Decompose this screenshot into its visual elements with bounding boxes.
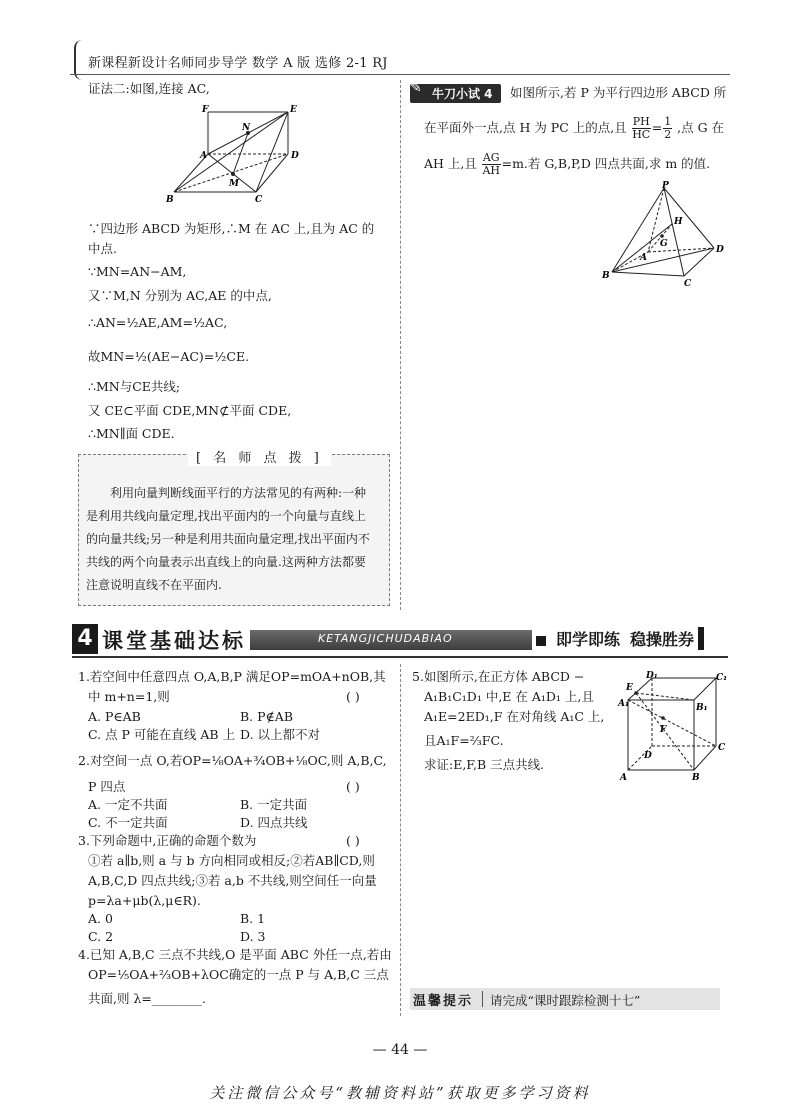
figure-cube (616, 670, 728, 782)
header-rule (70, 74, 730, 75)
warm-tip-label: 温馨提示 (413, 994, 474, 1009)
q2-option-c: C. 不一定共面 (88, 815, 168, 830)
teacher-tip-title: [ 名 师 点 拨 ] (188, 447, 331, 466)
fig2-label-G: G (660, 239, 668, 249)
frac-den: 2 (664, 128, 672, 141)
section-title: 课堂基础达标 (102, 629, 246, 653)
try4-line-3b: =m.若 G,B,P,D 四点共面,求 m 的值. (501, 156, 711, 171)
q2-option-b: B. 一定共面 (240, 797, 308, 812)
q5-line-4: 且A₁F=⅔FC. (424, 733, 504, 748)
q2-option-d: D. 四点共线 (240, 815, 308, 830)
fig1-label-C: C (255, 195, 263, 205)
try4-line-2b: ,点 G 在 (677, 120, 725, 135)
try4-line-2a: 在平面外一点,点 H 为 PC 上的点,且 (424, 120, 627, 135)
q1-option-c: C. 点 P 可能在直线 AB 上 (88, 727, 236, 742)
pencil-icon: ✎ (410, 80, 422, 96)
q3-option-a: A. 0 (88, 911, 113, 926)
page-header: 新课程新设计名师同步导学 数学 A 版 选修 2-1 RJ (88, 56, 388, 71)
section-slogan-1: 即学即练 (556, 630, 621, 649)
page-number: — 44 — (372, 1042, 428, 1058)
fig3-label-C: C (718, 743, 726, 753)
proof-line-6: ∴MN与CE共线; (88, 379, 181, 394)
fig1-label-M: M (229, 179, 239, 189)
q1-option-d: D. 以上都不对 (240, 727, 321, 742)
q3-line-2: A,B,C,D 四点共线;③若 a,b 不共线,则空间任一向量 (88, 873, 377, 888)
q4-line-2: OP=⅕OA+⅔OB+λOC确定的一点 P 与 A,B,C 三点 (88, 967, 389, 982)
try4-line-1: 如图所示,若 P 为平行四边形 ABCD 所 (510, 85, 727, 100)
q3-paren: ( ) (346, 833, 360, 848)
teacher-tip-line-1: 利用向量判断线面平行的方法常见的有两种:一种 (110, 486, 367, 500)
q3-line-3: p=λa+μb(λ,μ∈R). (88, 893, 201, 908)
proof-line-7: 又 CE⊂平面 CDE,MN⊄平面 CDE, (88, 403, 292, 418)
frac-den: AH (482, 164, 500, 177)
proof-intro: 证法二:如图,连接 AC, (88, 81, 210, 96)
proof-line-1b: 中点. (88, 241, 117, 256)
proof-line-8: ∴MN∥面 CDE. (88, 426, 175, 441)
q3-option-b: B. 1 (240, 911, 266, 926)
fig2-label-P: P (662, 181, 669, 191)
fraction-ag-ah (482, 152, 501, 177)
proof-line-4: ∴AN=½AE,AM=½AC, (88, 315, 228, 330)
q5-line-1: 5.如图所示,在正方体 ABCD − (412, 669, 585, 684)
frac-num: AG (482, 151, 500, 164)
warm-tip-text: 请完成“课时跟踪检测十七” (490, 993, 641, 1008)
q5-line-2: A₁B₁C₁D₁ 中,E 在 A₁D₁ 上,且 (424, 689, 594, 704)
proof-line-1a: ∵四边形 ABCD 为矩形,∴M 在 AC 上,且为 AC 的 (88, 221, 375, 236)
q5-line-3: A₁E=2ED₁,F 在对角线 A₁C 上, (424, 709, 605, 724)
teacher-tip-line-4: 共线的两个向量表示出直线上的向量.这两种方法都要 (86, 555, 366, 569)
fig3-label-C1: C₁ (716, 673, 728, 683)
try-badge: 牛刀小试 4 (410, 84, 501, 103)
fig2-label-B: B (602, 271, 610, 281)
fig2-label-C: C (684, 279, 692, 286)
section-number: 4 (72, 624, 98, 654)
q3-stem: 3.下列命题中,正确的命题个数为 (78, 833, 257, 848)
fig2-label-D: D (716, 245, 724, 255)
q1-option-b: B. P∉AB (240, 709, 294, 724)
try4-line-2: 在平面外一点,点 H 为 PC 上的点,且 $\frac{PH}{HC}$ = $\frac{1}{2}$ ,点 G 在 (424, 115, 725, 141)
fig1-label-E: E (290, 105, 297, 115)
q3-line-1: ①若 a∥b,则 a 与 b 方向相同或相反;②若AB∥CD,则 (88, 853, 375, 868)
teacher-tip-line-5: 注意说明直线不在平面内. (86, 578, 222, 592)
q1-option-a: A. P∈AB (88, 709, 141, 724)
fig2-label-H: H (674, 217, 683, 227)
fig3-label-D: D (644, 751, 652, 761)
q5-line-5: 求证:E,F,B 三点共线. (424, 757, 545, 772)
fraction-ph-hc (632, 116, 651, 141)
frac-num: PH (632, 115, 650, 128)
q1-paren: ( ) (346, 689, 360, 704)
teacher-tip-line-3: 的向量共线;另一种是利用共面向量定理,找出平面内不 (86, 532, 370, 546)
teacher-tip-line-2: 是利用共线向量定理,找出平面内的一个向量与直线上 (86, 509, 366, 523)
fig3-label-E: E (626, 683, 633, 693)
q2-option-a: A. 一定不共面 (88, 797, 168, 812)
fig3-label-F: F (660, 725, 667, 735)
figure-pyramid (598, 180, 728, 286)
fig3-label-B: B (692, 773, 700, 782)
fig3-label-B1: B₁ (696, 703, 708, 713)
q1-stem-2: 中 m+n=1,则 (88, 689, 170, 704)
fig3-label-D1: D₁ (646, 671, 658, 681)
figure-prism (160, 104, 310, 216)
fig1-label-D: D (291, 151, 299, 161)
try4-line-3 (424, 152, 710, 177)
fig1-label-N: N (242, 123, 251, 133)
proof-line-3: 又∵M,N 分别为 AC,AE 的中点, (88, 288, 272, 303)
try4-line-3a: AH 上,且 (424, 156, 477, 171)
fig3-label-A: A (620, 773, 627, 782)
column-divider-top (400, 80, 401, 610)
fig1-label-A: A (200, 151, 207, 161)
fig2-label-A: A (640, 253, 647, 263)
footer-note: 关注微信公众号“教辅资料站”获取更多学习资料 (209, 1084, 591, 1102)
fraction-half (663, 116, 672, 141)
section-square-icon (536, 636, 546, 646)
q3-option-d: D. 3 (240, 929, 266, 944)
q2-stem: 2.对空间一点 O,若OP=⅛OA+¾OB+⅛OC,则 A,B,C, (78, 753, 387, 768)
q4-stem: 4.已知 A,B,C 三点不共线,O 是平面 ABC 外任一点,若由 (78, 947, 392, 962)
column-divider-bottom (400, 664, 401, 1016)
proof-line-2: ∵MN=AN−AM, (88, 264, 187, 279)
warm-tip-separator (482, 991, 483, 1007)
frac-den: HC (632, 128, 651, 141)
fig1-label-F: F (202, 105, 209, 115)
q2-stem-2: P 四点 (88, 779, 126, 794)
teacher-tip-title-text: 名 师 点 拨 (213, 451, 306, 466)
proof-line-5: 故MN=½(AE−AC)=½CE. (88, 349, 250, 364)
q1-stem: 1.若空间中任意四点 O,A,B,P 满足OP=mOA+nOB,其 (78, 669, 386, 684)
section-rule (72, 656, 728, 658)
q2-paren: ( ) (346, 779, 360, 794)
q4-line-3: 共面,则 λ=________. (88, 991, 206, 1006)
frac-num: 1 (664, 115, 672, 128)
fig3-label-A1: A₁ (618, 699, 629, 709)
q3-option-c: C. 2 (88, 929, 114, 944)
section-slogan-2: 稳操胜券 (630, 627, 704, 650)
section-pinyin: KETANGJICHUDABIAO (318, 632, 453, 645)
fig1-label-B: B (166, 195, 174, 205)
